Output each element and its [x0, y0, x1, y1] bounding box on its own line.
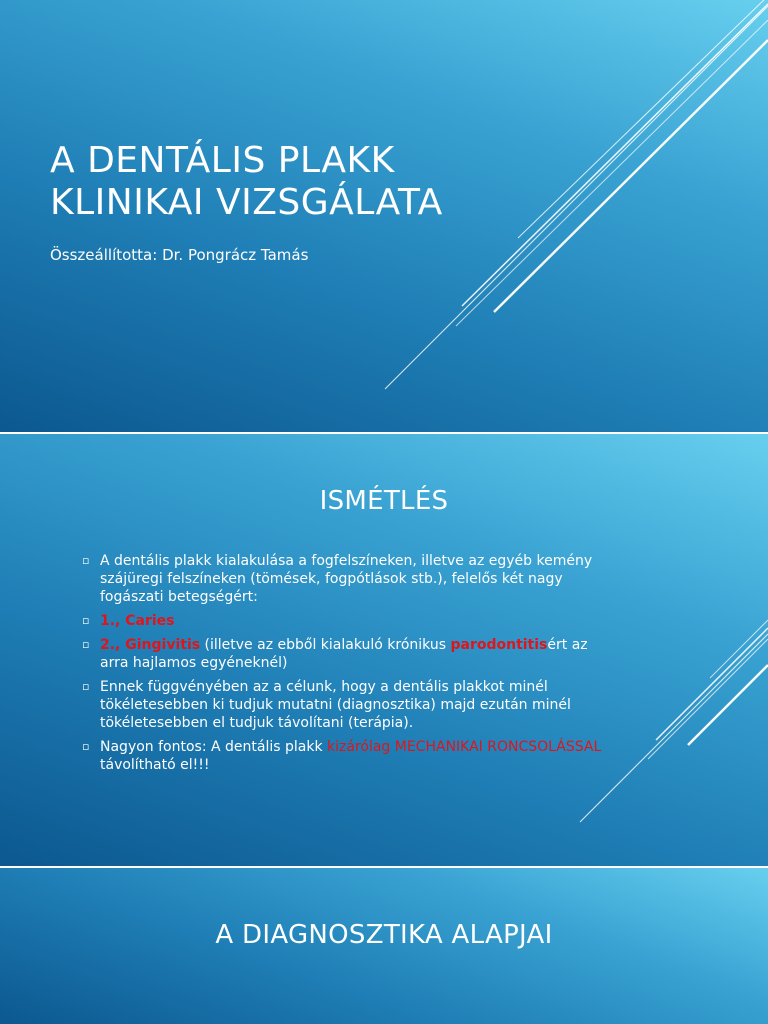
bullet-highlight: kizárólag MECHANIKAI RONCSOLÁSSAL	[327, 739, 602, 755]
slide-title-line2: KLINIKAI VIZSGÁLATA	[50, 182, 443, 223]
bullet-marker-icon: ▫	[82, 740, 90, 753]
list-item	[82, 738, 612, 774]
list-item	[82, 636, 612, 672]
bullet-text: (illetve az ebből kialakuló krónikus	[200, 637, 451, 653]
list-item	[82, 678, 612, 732]
slide-subtitle: Összeállította: Dr. Pongrácz Tamás	[50, 246, 309, 264]
deco-line	[710, 620, 768, 678]
review-slide[interactable]	[0, 434, 768, 866]
bullet-highlight-2: parodontitis	[450, 637, 548, 653]
deco-line	[518, 0, 768, 238]
bullet-marker-icon: ▫	[82, 614, 90, 627]
slide-title: ISMÉTLÉS	[319, 486, 449, 516]
title-slide[interactable]	[0, 0, 768, 432]
deco-line	[688, 665, 768, 745]
bullet-marker-icon: ▫	[82, 554, 90, 567]
list-item	[82, 552, 612, 606]
diagnostics-slide[interactable]	[0, 868, 768, 1024]
bullet-text-2: ért az arra hajlamos egyéneknél)	[100, 637, 588, 671]
bullet-text: Ennek függvényében az a célunk, hogy a dentális plakkot minél tökéletesebben ki tudjuk mutatni (diagnosztika) majd ezután minél tökéletesebben el tudjuk távolítani (terápia).	[100, 679, 571, 731]
deco-line	[648, 639, 768, 759]
bullet-marker-icon: ▫	[82, 680, 90, 693]
bullet-text: Nagyon fontos: A dentális plakk	[100, 739, 328, 755]
bullet-list	[82, 552, 612, 780]
bullet-highlight: 1., Caries	[100, 613, 175, 629]
slide-title-line1: A DENTÁLIS PLAKK	[50, 140, 395, 181]
slide-title: A DIAGNOSZTIKA ALAPJAI	[215, 920, 553, 950]
deco-line	[494, 40, 768, 312]
list-item	[82, 612, 612, 630]
bullet-text: A dentális plakk kialakulása a fogfelszíneken, illetve az egyéb kemény szájüregi felszíneken (tömések, fogpótlások stb.), felelős két nagy fogászati betegségért:	[100, 553, 593, 605]
bullet-marker-icon: ▫	[82, 638, 90, 651]
bullet-text-2: távolítható el!!!	[100, 757, 210, 773]
deco-line	[656, 628, 768, 740]
bullet-highlight: 2., Gingivitis	[100, 637, 201, 653]
slide-title	[50, 140, 510, 224]
